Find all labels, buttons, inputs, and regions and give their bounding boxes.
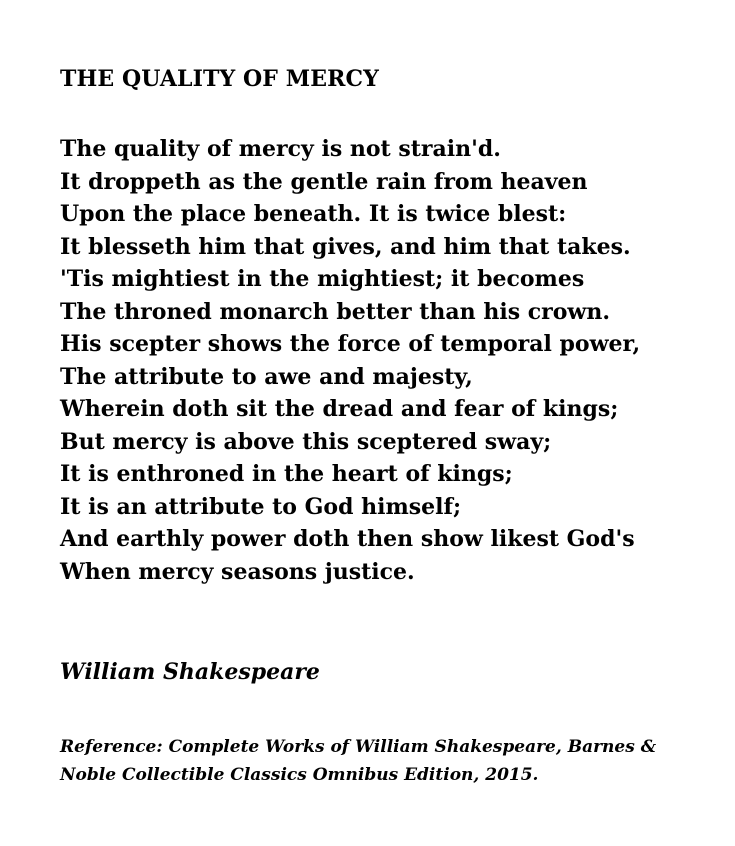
poem-line: 'Tis mightiest in the mightiest; it becomes	[60, 266, 585, 292]
poem-title: THE QUALITY OF MERCY	[60, 66, 379, 92]
poem-line: It blesseth him that gives, and him that takes.	[60, 233, 631, 260]
poem-line: The attribute to awe and majesty,	[60, 363, 473, 390]
reference-note	[60, 733, 720, 789]
reference-line: Reference: Complete Works of William Shakespeare, Barnes &	[60, 737, 657, 757]
poem-line: Upon the place beneath. It is twice blest:	[60, 201, 567, 227]
poem-body	[60, 133, 640, 588]
poem-line: And earthly power doth then show likest God's	[60, 526, 635, 552]
poem-author: William Shakespeare	[60, 659, 320, 685]
poem-line: It is enthroned in the heart of kings;	[60, 461, 513, 487]
poem-line: Wherein doth sit the dread and fear of kings;	[60, 396, 619, 422]
poem-line: But mercy is above this sceptered sway;	[60, 428, 552, 455]
poem-line: When mercy seasons justice.	[60, 558, 415, 585]
poem-line: The throned monarch better than his crown.	[60, 298, 610, 325]
poem-line: The quality of mercy is not strain'd.	[60, 136, 501, 162]
reference-line: Noble Collectible Classics Omnibus Edition, 2015.	[60, 765, 539, 785]
poem-line: It droppeth as the gentle rain from heaven	[60, 168, 588, 195]
poem-line: His scepter shows the force of temporal power,	[60, 331, 641, 357]
poem-line: It is an attribute to God himself;	[60, 493, 462, 520]
